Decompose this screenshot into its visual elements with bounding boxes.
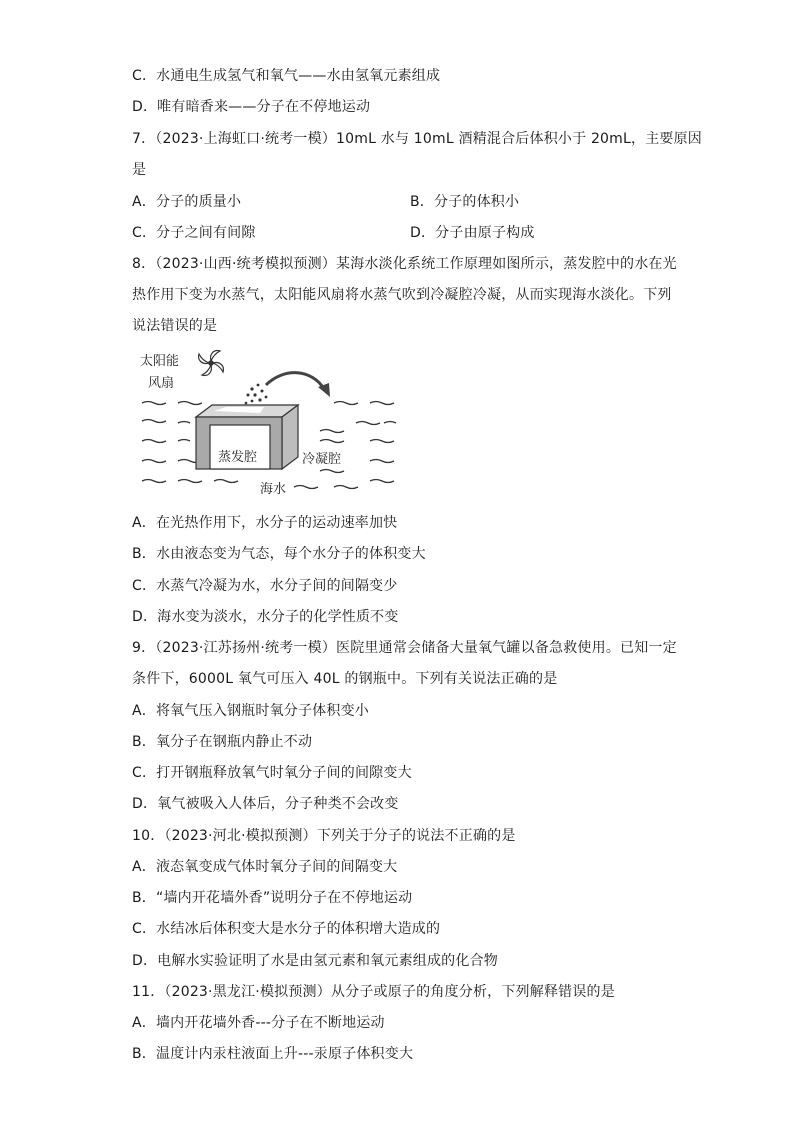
seawater-label: 海水: [260, 482, 287, 497]
q10-stem: 10．（2023·河北·模拟预测）下列关于分子的说法不正确的是: [132, 828, 516, 844]
q9-option-a: A．将氧气压入钢瓶时氧分子体积变小: [132, 703, 369, 719]
q6-option-d: D．唯有暗香来——分子在不停地运动: [132, 99, 371, 115]
q8-stem-line1: 8．（2023·山西·统考模拟预测）某海水淡化系统工作原理如图所示，蒸发腔中的水在光: [132, 256, 677, 272]
q9-option-c: C．打开钢瓶释放氧气时氧分子间的间隙变大: [132, 765, 412, 781]
q8-option-b: B．水由液态变为气态，每个水分子的体积变大: [132, 546, 426, 562]
condensation-label: 冷凝腔: [302, 452, 342, 467]
q11-stem: 11．（2023·黑龙江·模拟预测）从分子或原子的角度分析，下列解释错误的是: [132, 984, 615, 1000]
q7-option-a: A．分子的质量小: [132, 194, 242, 210]
airflow-arrow: [266, 373, 324, 389]
q8-stem-line3: 说法错误的是: [132, 318, 218, 334]
q9-option-b: B．氧分子在钢瓶内静止不动: [132, 734, 313, 750]
vapor-dots: [245, 384, 268, 405]
fan-label-line1: 太阳能: [140, 354, 180, 369]
fan-icon: [199, 351, 224, 376]
q11-option-b: B．温度计内汞柱液面上升---汞原子体积变大: [132, 1046, 414, 1062]
q8-option-c: C．水蒸气冷凝为水，水分子间的间隔变少: [132, 578, 398, 594]
q10-option-c: C．水结冰后体积变大是水分子的体积增大造成的: [132, 921, 441, 937]
evaporation-label: 蒸发腔: [218, 450, 258, 465]
fan-label-line2: 风扇: [148, 376, 175, 391]
q10-option-b: B．“墙内开花墙外香”说明分子在不停地运动: [132, 890, 413, 906]
q10-option-a: A．液态氧变成气体时氧分子间的间隔变大: [132, 859, 398, 875]
q7-option-b: B．分子的体积小: [410, 194, 520, 210]
q11-option-a: A．墙内开花墙外香---分子在不断地运动: [132, 1015, 385, 1031]
q9-stem-line2: 条件下，6000L 氧气可压入 40L 的钢瓶中。下列有关说法正确的是: [132, 671, 558, 687]
q9-option-d: D．氧气被吸入人体后，分子种类不会改变: [132, 796, 399, 812]
q10-option-d: D．电解水实验证明了水是由氢元素和氧元素组成的化合物: [132, 953, 498, 969]
q9-stem-line1: 9．（2023·江苏扬州·统考一模）医院里通常会储备大量氧气罐以备急救使用。已知一定: [132, 640, 677, 656]
q7-option-c: C．分子之间有间隙: [132, 225, 256, 241]
q7-stem-line1: 7．（2023·上海虹口·统考一模）10mL 水与 10mL 酒精混合后体积小于 20mL，主要原因: [132, 131, 702, 147]
q7-stem-line2: 是: [132, 162, 147, 178]
q8-option-a: A．在光热作用下，水分子的运动速率加快: [132, 515, 398, 531]
q7-option-d: D．分子由原子构成: [410, 225, 535, 241]
q6-option-c: C．水通电生成氢气和氧气——水由氢氧元素组成: [132, 68, 441, 84]
desalination-diagram: [134, 345, 414, 503]
q8-stem-line2: 热作用下变为水蒸气，太阳能风扇将水蒸气吹到冷凝腔冷凝，从而实现海水淡化。下列: [132, 287, 672, 303]
q8-option-d: D．海水变为淡水，水分子的化学性质不变: [132, 609, 399, 625]
